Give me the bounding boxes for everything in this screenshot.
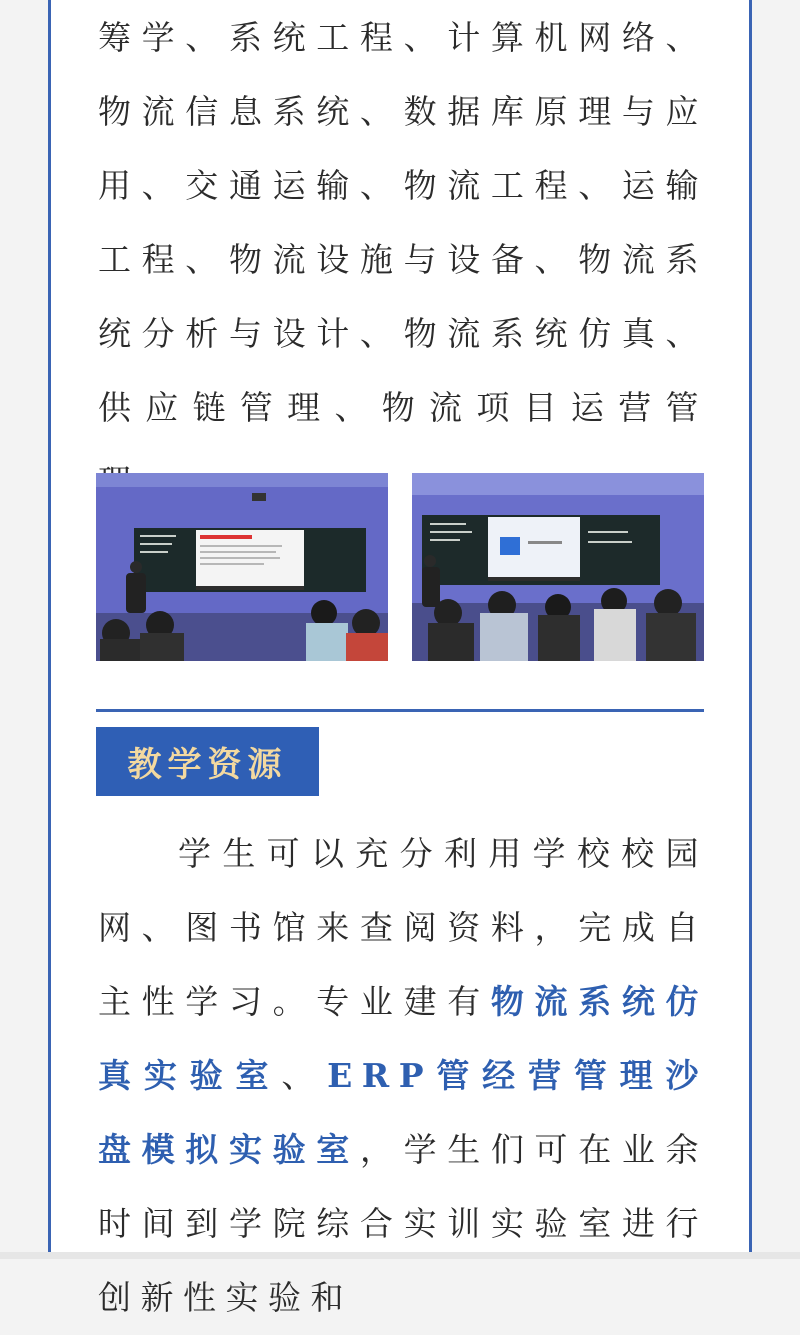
- classroom-photo-1[interactable]: [96, 473, 388, 661]
- course-list-paragraph: 筹学、系统工程、计算机网络、物流信息系统、数据库原理与应用、交通运输、物流工程、运输工程、物流设施与设备、物流系统分析与设计、物流系统仿真、供应链管理、物流项目运营管: [98, 18, 708, 427]
- para2-text-a: 学生可以充分利用学校校园网、图书馆来查阅资料，完成自主性学习。专业建有: [98, 834, 708, 1021]
- section-divider: [96, 709, 704, 712]
- classroom-photo-2[interactable]: [412, 473, 704, 661]
- para2-text-b: ，学生们可在业余时间到学院综合实训实验室进行创新性实验和: [98, 1130, 709, 1317]
- para2-separator: 、: [281, 1056, 328, 1095]
- section-title-teaching-resources: 教学资源: [96, 727, 319, 796]
- lab-link-logistics-simulation[interactable]: 物流系统仿真实验室: [98, 982, 709, 1095]
- teaching-resources-paragraph: [98, 817, 708, 1335]
- lab-link-erp-sandbox[interactable]: ERP管经营管理沙盘模拟实验室: [98, 1056, 708, 1169]
